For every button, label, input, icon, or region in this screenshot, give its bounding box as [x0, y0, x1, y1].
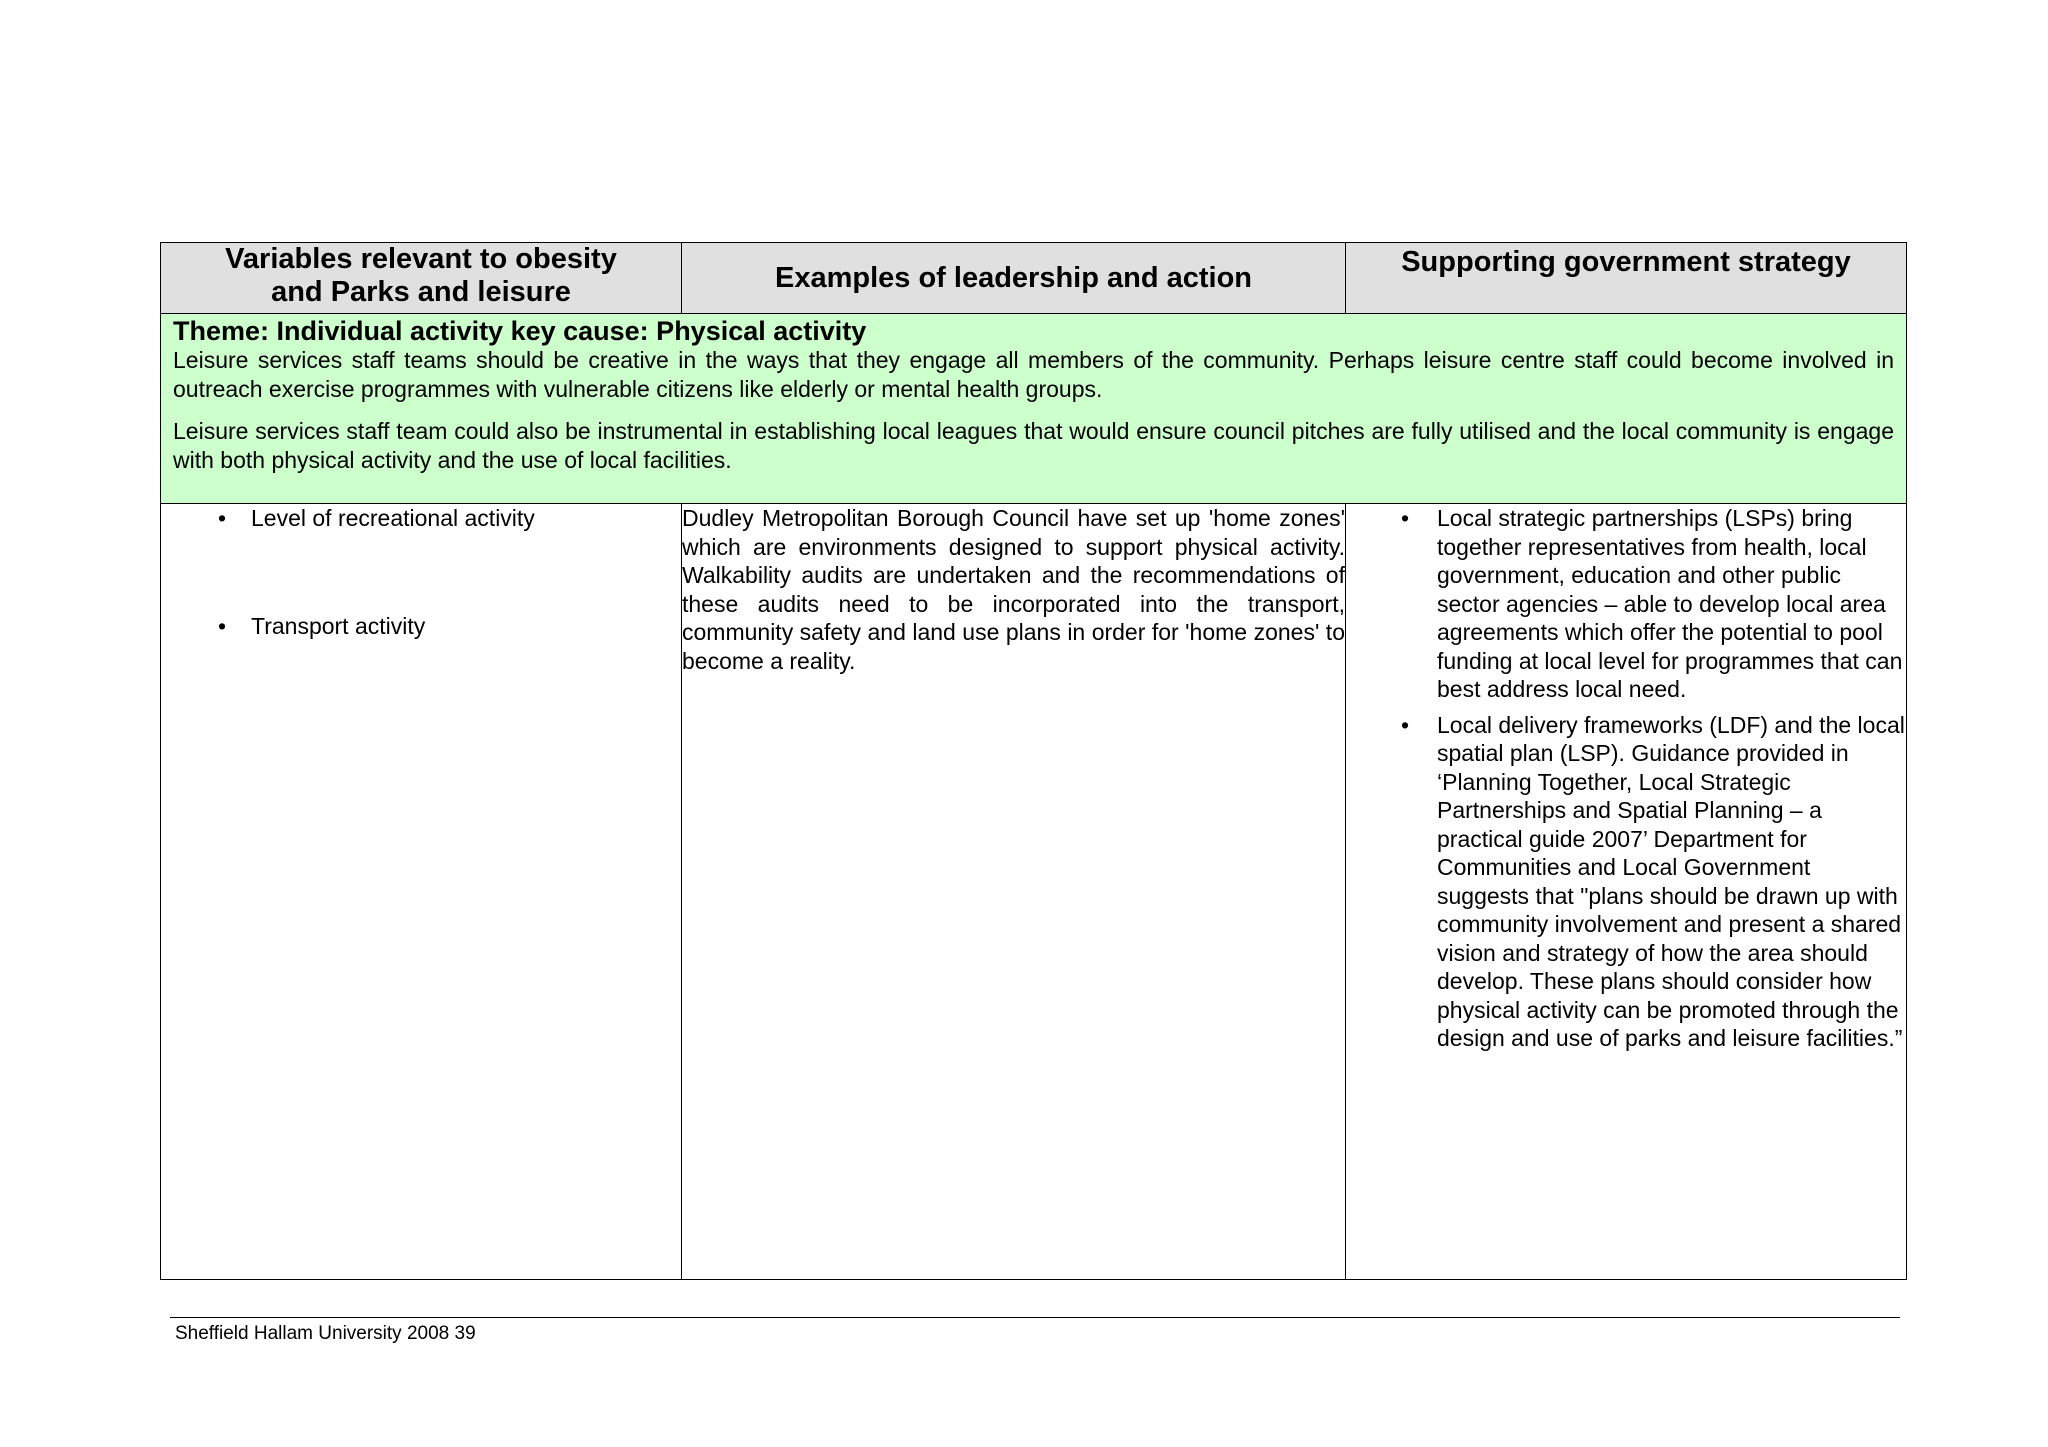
- list-item: [161, 504, 681, 533]
- variable-text: Transport activity: [251, 612, 426, 639]
- theme-cell: [161, 314, 1907, 504]
- theme-row: [161, 314, 1907, 504]
- bullet-icon: •: [1401, 711, 1410, 738]
- examples-text: Dudley Metropolitan Borough Council have set up 'home zones' which are environments designed to support physical activity. Walkability audits are undertaken and the recommendations of these audits need to be incorporated into the transport, community safety and land use plans in order for 'home zones' to become a reality.: [682, 505, 1345, 674]
- header-variables-line-1: Variables relevant to obesity: [225, 243, 617, 275]
- strategy-text: Local delivery frameworks (LDF) and the local spatial plan (LSP). Guidance provided in ‘Planning Together, Local Strategic Partnerships and Spatial Planning – a practical guide 2007’ Department for Communities and Local Government suggests that "plans should be drawn up with community involvement and present a shared vision and strategy of how the area should develop. These plans should consider how physical activity can be promoted through the design and use of parks and leisure facilities.”: [1437, 711, 1905, 1051]
- strategy-text: Local strategic partnerships (LSPs) bring together representatives from health, local government, education and other public sector agencies – able to develop local area agreements which offer the potential to pool funding at local level for programmes that can best address local need.: [1437, 505, 1903, 702]
- theme-paragraph-2: Leisure services staff team could also be instrumental in establishing local leagues that would ensure council pitches are fully utilised and the local community is engage with both physical activity and the use of local facilities.: [173, 418, 1894, 473]
- table-body-row: [161, 504, 1907, 1280]
- table-header-row: [161, 243, 1907, 314]
- list-item: [161, 612, 681, 641]
- bullet-icon: •: [218, 612, 227, 639]
- header-variables: [161, 243, 682, 314]
- strategy-table: [160, 242, 1907, 1280]
- strategy-cell: [1346, 504, 1907, 1280]
- header-examples: Examples of leadership and action: [682, 243, 1346, 314]
- variables-cell: [161, 504, 682, 1280]
- variable-text: Level of recreational activity: [251, 505, 535, 531]
- list-item: [1346, 711, 1906, 1053]
- strategy-list: [1346, 504, 1906, 1053]
- theme-title: Theme: Individual activity key cause: Physical activity: [173, 316, 867, 346]
- bullet-icon: •: [1401, 505, 1410, 531]
- bullet-icon: •: [218, 505, 227, 531]
- theme-paragraph-1: Leisure services staff teams should be creative in the ways that they engage all members of the community. Perhaps leisure centre staff could become involved in outreach exercise programmes with vulnerable citizens like elderly or mental health groups.: [173, 347, 1894, 402]
- variables-list: [161, 504, 681, 640]
- header-variables-line-2: and Parks and leisure: [271, 276, 571, 308]
- footer-divider: [170, 1317, 1900, 1318]
- footer-text: Sheffield Hallam University 2008 39: [175, 1323, 476, 1344]
- examples-cell: [682, 504, 1346, 1280]
- list-item: [1346, 504, 1906, 704]
- header-strategy: Supporting government strategy: [1346, 243, 1907, 314]
